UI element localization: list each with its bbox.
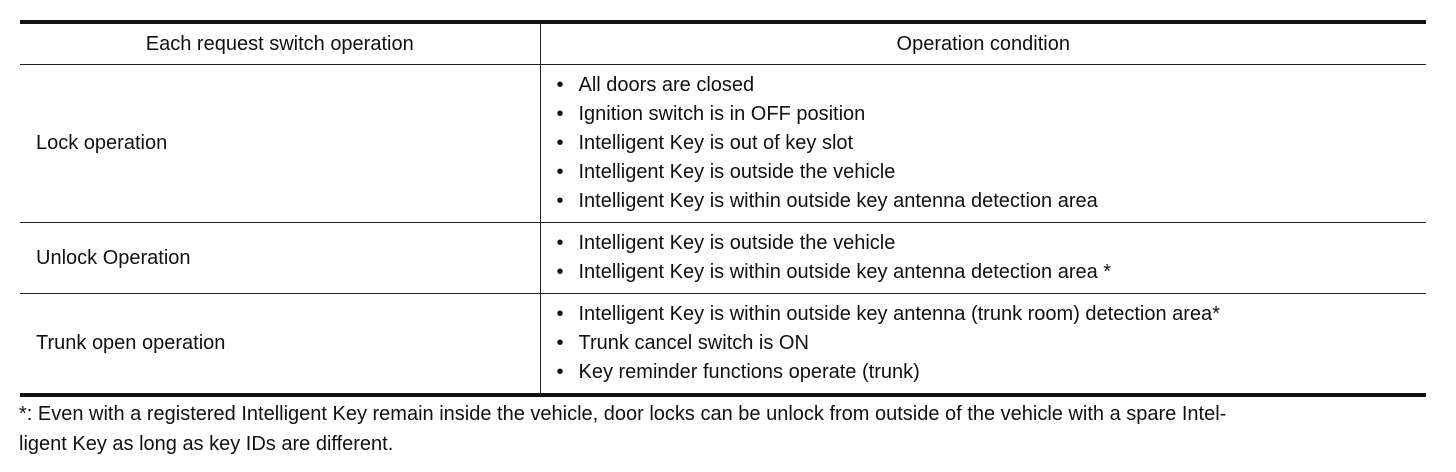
condition-list [541, 294, 1427, 393]
condition-cell [540, 294, 1426, 396]
operation-cell: Unlock Operation [20, 223, 540, 294]
footnote [19, 399, 1439, 459]
table-row-trunk [20, 294, 1426, 396]
table-header-row [20, 22, 1426, 65]
condition-item: • Intelligent Key is within outside key antenna detection area [579, 187, 1427, 216]
operation-cell: Trunk open operation [20, 294, 540, 396]
footnote-line: ligent Key as long as key IDs are different. [19, 433, 394, 455]
operation-cell: Lock operation [20, 65, 540, 223]
document [20, 20, 1426, 459]
condition-item: • Intelligent Key is within outside key antenna detection area * [579, 258, 1427, 287]
condition-item: • Intelligent Key is outside the vehicle [579, 158, 1427, 187]
operation-condition-table [20, 20, 1426, 397]
condition-item: • Ignition switch is in OFF position [579, 100, 1427, 129]
condition-item: • Trunk cancel switch is ON [579, 329, 1427, 358]
condition-item: • Intelligent Key is outside the vehicle [579, 229, 1427, 258]
condition-item: • Intelligent Key is within outside key antenna (trunk room) detection area* [579, 300, 1427, 329]
table-row-lock [20, 65, 1426, 223]
footnote-line: *: Even with a registered Intelligent Key remain inside the vehicle, door locks can be unlock from outside of the vehicle with a spare Intel- [19, 403, 1227, 425]
condition-list [541, 65, 1427, 222]
condition-list [541, 223, 1427, 293]
condition-cell [540, 223, 1426, 294]
condition-item: • All doors are closed [579, 71, 1427, 100]
condition-item: • Key reminder functions operate (trunk) [579, 358, 1427, 387]
condition-item: • Intelligent Key is out of key slot [579, 129, 1427, 158]
table-row-unlock [20, 223, 1426, 294]
header-operation-condition: Operation condition [540, 22, 1426, 65]
header-request-switch-operation: Each request switch operation [20, 22, 540, 65]
condition-cell [540, 65, 1426, 223]
